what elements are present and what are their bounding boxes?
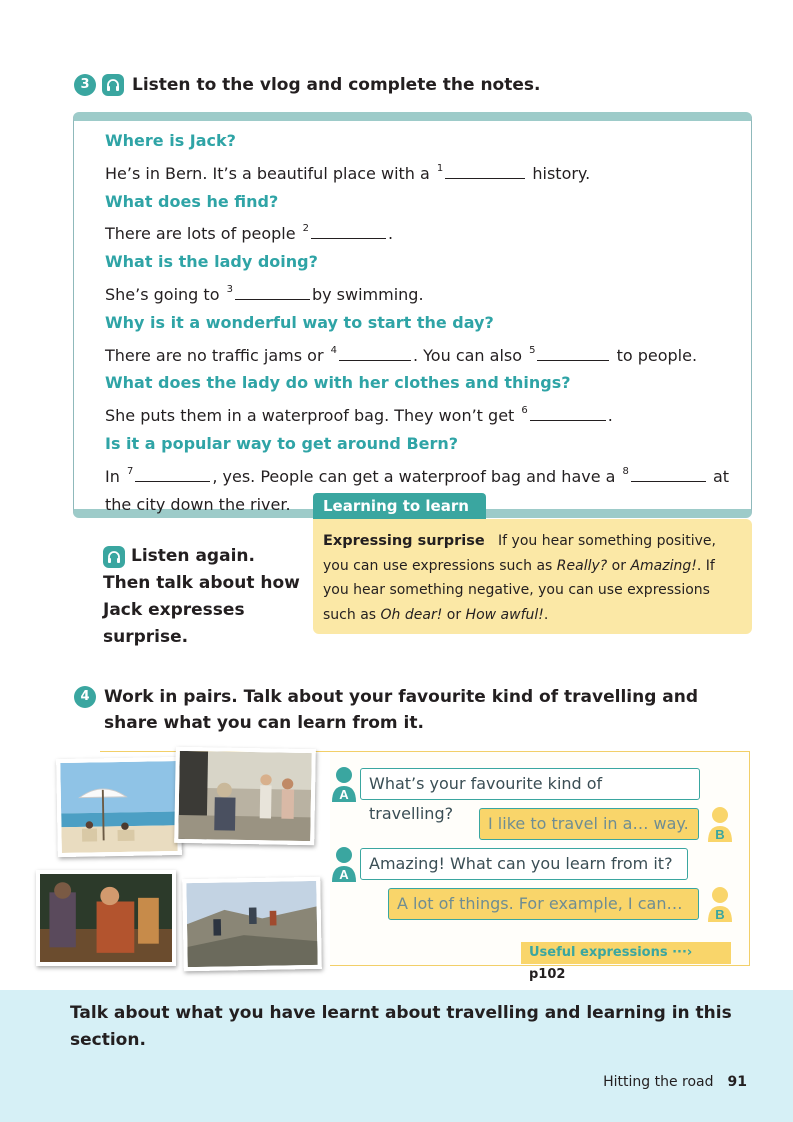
note-answer: She’s going to $^3$ by swimming. bbox=[105, 283, 424, 304]
listen-again-task bbox=[103, 543, 303, 651]
speaker-a-icon bbox=[329, 766, 359, 802]
blank-number: 7 bbox=[126, 465, 134, 477]
svg-text:B: B bbox=[715, 827, 725, 842]
footer-task: Talk about what you have learnt about travelling and learning in this section. bbox=[70, 1003, 732, 1050]
svg-text:B: B bbox=[715, 907, 725, 922]
dialogue-line-a-1: What’s your favourite kind of travelling? bbox=[360, 768, 700, 800]
page-footer bbox=[603, 1074, 747, 1090]
svg-text:A: A bbox=[339, 787, 349, 802]
note-question: What is the lady doing? bbox=[105, 252, 318, 272]
answer-blank[interactable] bbox=[235, 285, 310, 300]
answer-blank[interactable] bbox=[530, 406, 606, 421]
speaker-b-icon bbox=[705, 806, 735, 842]
answer-blank[interactable] bbox=[631, 467, 706, 482]
forest-hikers-photo bbox=[36, 870, 176, 966]
svg-text:A: A bbox=[339, 867, 349, 882]
note-answer: There are lots of people $^2$ . bbox=[105, 223, 394, 244]
dialogue-line-a-2: Amazing! What can you learn from it? bbox=[360, 848, 688, 880]
blank-number: 1 bbox=[436, 162, 444, 174]
note-question: Is it a popular way to get around Bern? bbox=[105, 433, 459, 453]
beach-photo bbox=[56, 757, 182, 857]
blank-number: 2 bbox=[302, 223, 310, 235]
blank-number: 5 bbox=[529, 344, 536, 356]
exercise-number-badge: 4 bbox=[74, 686, 96, 708]
headphones-icon bbox=[102, 74, 124, 96]
note-answer: There are no traffic jams or $^4$ . You can also $^5$ to people. bbox=[105, 344, 698, 365]
note-answer: She puts them in a waterproof bag. They won’t get $^6$ . bbox=[105, 405, 613, 426]
exercise-3-heading bbox=[74, 72, 540, 98]
tip-heading: Expressing surprise bbox=[323, 533, 485, 549]
answer-blank[interactable] bbox=[537, 346, 609, 361]
headphones-icon bbox=[103, 546, 125, 568]
exercise-4-heading bbox=[74, 684, 754, 736]
unit-title: Hitting the road bbox=[603, 1074, 714, 1090]
answer-blank[interactable] bbox=[445, 164, 525, 179]
useful-expressions-link[interactable] bbox=[521, 942, 731, 982]
notes-list bbox=[105, 127, 729, 518]
answer-blank[interactable] bbox=[135, 467, 210, 482]
learning-to-learn-tab: Learning to learn bbox=[313, 493, 486, 519]
blank-number: 8 bbox=[622, 465, 629, 477]
note-question: Where is Jack? bbox=[105, 131, 236, 150]
useful-expressions-page: p102 bbox=[529, 967, 566, 982]
exercise-3-instruction: Listen to the vlog and complete the notes. bbox=[132, 75, 541, 95]
blank-number: 3 bbox=[226, 283, 233, 295]
useful-expressions-label: Useful expressions ···› bbox=[529, 945, 693, 960]
listen-again-text: Listen again. Then talk about how Jack expresses surprise. bbox=[103, 546, 300, 647]
note-answer: In $^7$ , yes. People can get a waterproof bag and have a $^8$ at bbox=[105, 465, 730, 486]
speaker-a-icon bbox=[329, 846, 359, 882]
note-question: What does the lady do with her clothes and things? bbox=[105, 373, 571, 393]
exercise-number-badge: 3 bbox=[74, 74, 96, 96]
dialogue-line-b-1: I like to travel in a… way. bbox=[479, 808, 699, 840]
mountain-hikers-photo bbox=[182, 877, 322, 971]
street-photo bbox=[174, 747, 316, 845]
note-question: Why is it a wonderful way to start the day? bbox=[105, 312, 494, 332]
page-number: 91 bbox=[727, 1074, 747, 1090]
exercise-4-instruction: Work in pairs. Talk about your favourite kind of travelling and share what you can learn from it. bbox=[104, 687, 699, 733]
note-answer: He’s in Bern. It’s a beautiful place with a $^1$ history. bbox=[105, 162, 591, 183]
answer-blank[interactable] bbox=[311, 224, 386, 239]
blank-number: 6 bbox=[521, 405, 528, 417]
note-answer-continuation: the city down the river. bbox=[105, 494, 291, 514]
speaker-b-icon bbox=[705, 886, 735, 922]
blank-number: 4 bbox=[330, 344, 337, 356]
learning-to-learn-box: Expressing surprise If you hear something positive, you can use expressions such as Really? or Amazing!. If you hear something negative, you can use expressions such as Oh dear! or How awful!. bbox=[313, 519, 752, 634]
note-question: What does he find? bbox=[105, 191, 279, 211]
dialogue-line-b-2: A lot of things. For example, I can… bbox=[388, 888, 699, 920]
answer-blank[interactable] bbox=[339, 346, 411, 361]
